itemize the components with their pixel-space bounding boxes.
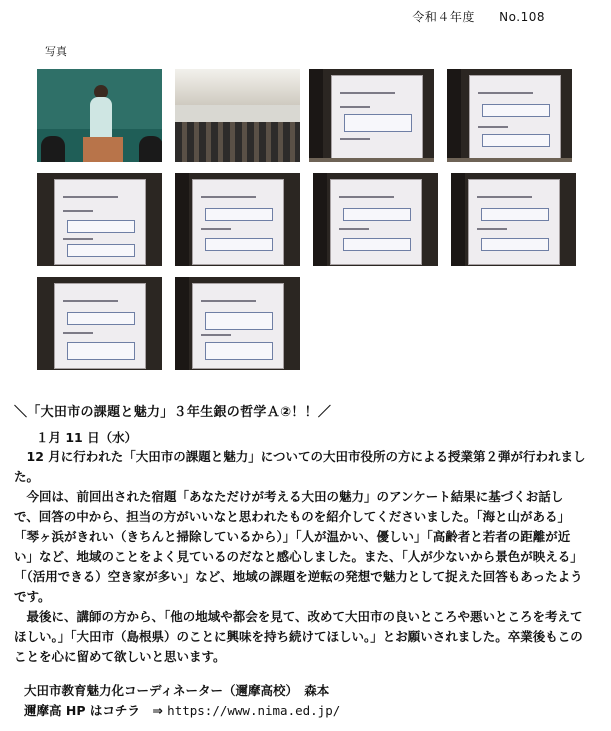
paragraph: 12 月に行われた「大田市の課題と魅力」についての大田市役所の方による授業第２弾が行われました。 <box>14 449 586 484</box>
photo-slide-1[interactable] <box>309 69 434 162</box>
paragraph: 今回は、前回出された宿題「あなただけが考える大田の魅力」のアンケート結果に基づくお話しで、回答の中から、担当の方がいいなと思われたものを紹介してくださいました。「海と山がある」「琴ヶ浜がきれい（きちんと掃除しているから）」「人が温かい、優しい」「高齢者と若者の距離が近い」など、地域のことをよく見ているのだなと感心しました。また、「人が少ないから景色が映える」「（活用できる）空き家が多い」など、地域の課題を逆転の発想で魅力として捉えた回答もあったようです。 <box>14 489 583 604</box>
photo-slide-6[interactable] <box>451 173 576 266</box>
issue-number: No.108 <box>499 10 545 24</box>
author-credit: 大田市教育魅力化コーディネーター（邇摩高校） 森本 <box>24 683 330 698</box>
fiscal-year: 令和４年度 <box>412 10 475 24</box>
photo-slide-4[interactable] <box>175 173 300 266</box>
photo-slide-7[interactable] <box>37 277 162 370</box>
photo-classroom[interactable] <box>175 69 300 162</box>
article-body <box>14 447 586 667</box>
photo-slide-3[interactable] <box>37 173 162 266</box>
photo-section-label: 写真 <box>45 45 67 58</box>
article-footer <box>24 681 340 721</box>
photo-lecturer[interactable] <box>37 69 162 162</box>
paragraph: 最後に、講師の方から、「他の地域や都会を見て、改めて大田市の良いところや悪いところを考えてほしい。」「大田市（島根県）のことに興味を持ち続けてほしい。」とお願いされました。卒業後もこのことを心に留めて欲しいと思います。 <box>14 609 583 664</box>
homepage-line <box>24 701 340 721</box>
header <box>392 8 545 25</box>
article-title: ＼「大田市の課題と魅力」３年生銀の哲学Ａ②！！／ <box>14 405 332 420</box>
photo-slide-5[interactable] <box>313 173 438 266</box>
photo-slide-2[interactable] <box>447 69 572 162</box>
article-date: １月 11 日（水） <box>36 430 138 445</box>
homepage-label: 邇摩高 HP はコチラ ⇒ <box>24 703 163 718</box>
photo-slide-8[interactable] <box>175 277 300 370</box>
homepage-link[interactable]: https://www.nima.ed.jp/ <box>167 703 341 718</box>
